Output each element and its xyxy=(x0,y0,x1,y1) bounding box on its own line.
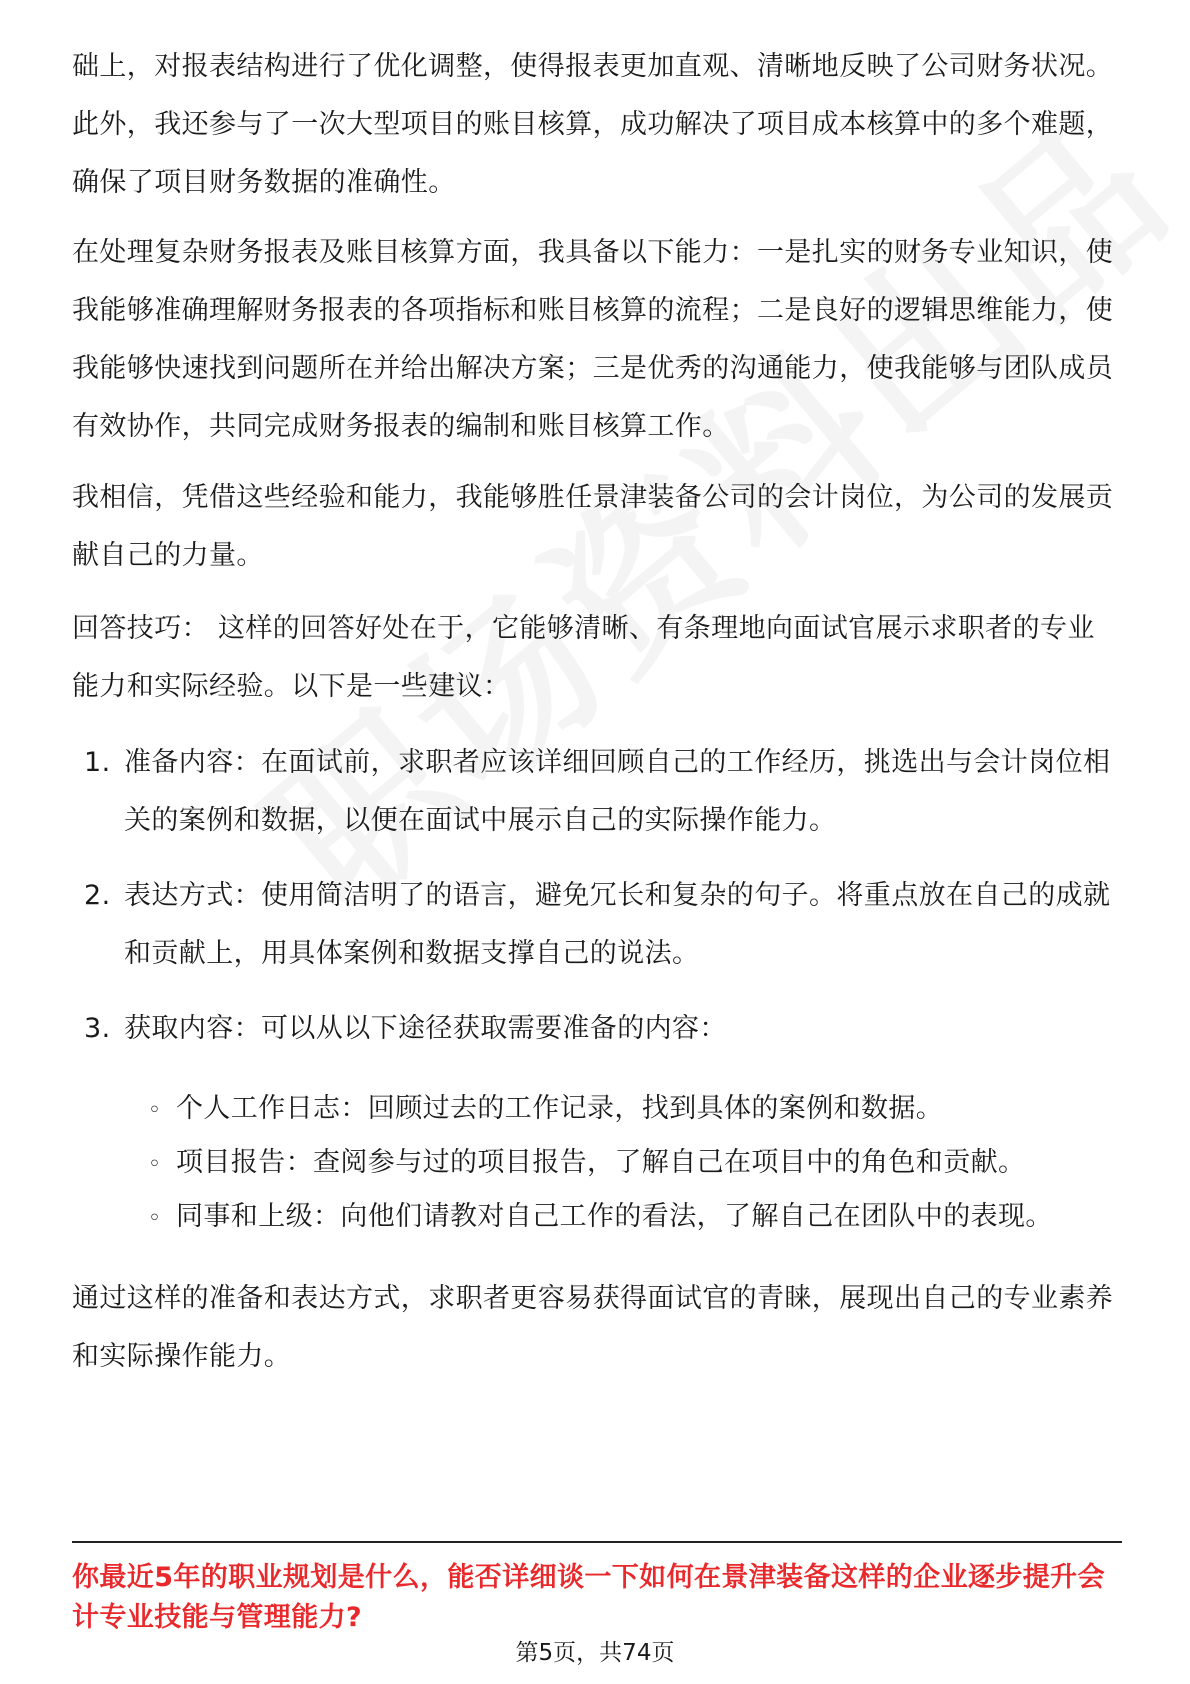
list-text: 准备内容：在面试前，求职者应该详细回顾自己的工作经历，挑选出与会计岗位相关的案例和数据，以便在面试中展示自己的实际操作能力。 xyxy=(124,747,1111,836)
bullet-circle-icon: ◦ xyxy=(148,1098,162,1123)
list-text: 表达方式：使用简洁明了的语言，避免冗长和复杂的句子。将重点放在自己的成就和贡献上，用具体案例和数据支撑自己的说法。 xyxy=(124,880,1111,969)
bullet-circle-icon: ◦ xyxy=(148,1206,162,1231)
bullet-item-1 xyxy=(148,1080,1108,1140)
list-number: 3. xyxy=(84,1013,111,1044)
paragraph-answer-tips: 回答技巧： 这样的回答好处在于，它能够清晰、有条理地向面试官展示求职者的专业能力和实际经验。以下是一些建议： xyxy=(72,613,1095,702)
next-question-heading: 你最近5年的职业规划是什么，能否详细谈一下如何在景津装备这样的企业逐步提升会计专业技能与管理能力? xyxy=(72,1562,1105,1633)
paragraph-conclusion: 我相信，凭借这些经验和能力，我能够胜任景津装备公司的会计岗位，为公司的发展贡献自己的力量。 xyxy=(72,482,1114,571)
bullet-circle-icon: ◦ xyxy=(148,1152,162,1177)
list-text: 获取内容：可以从以下途径获取需要准备的内容： xyxy=(124,1013,727,1044)
list-number: 1. xyxy=(84,747,111,778)
bullet-text: 个人工作日志：回顾过去的工作记录，找到具体的案例和数据。 xyxy=(176,1093,944,1124)
bullet-text: 同事和上级：向他们请教对自己工作的看法，了解自己在团队中的表现。 xyxy=(176,1201,1053,1232)
bullet-item-3 xyxy=(148,1188,1108,1248)
bullet-text: 项目报告：查阅参与过的项目报告，了解自己在项目中的角色和贡献。 xyxy=(176,1147,1026,1178)
paragraph-continuation: 础上，对报表结构进行了优化调整，使得报表更加直观、清晰地反映了公司财务状况。此外，我还参与了一次大型项目的账目核算，成功解决了项目成本核算中的多个难题，确保了项目财务数据的准确性。 xyxy=(72,51,1114,198)
paragraph-closing: 通过这样的准备和表达方式，求职者更容易获得面试官的青睐，展现出自己的专业素养和实际操作能力。 xyxy=(72,1283,1114,1372)
paragraph-abilities: 在处理复杂财务报表及账目核算方面，我具备以下能力：一是扎实的财务专业知识，使我能够准确理解财务报表的各项指标和账目核算的流程；二是良好的逻辑思维能力，使我能够快速找到问题所在并给出解决方案；三是优秀的沟通能力，使我能够与团队成员有效协作，共同完成财务报表的编制和账目核算工作。 xyxy=(72,237,1114,442)
list-number: 2. xyxy=(84,880,111,911)
page-footer: 第5页，共74页 xyxy=(515,1640,675,1666)
bullet-item-2 xyxy=(148,1134,1108,1194)
section-divider xyxy=(72,1541,1122,1543)
